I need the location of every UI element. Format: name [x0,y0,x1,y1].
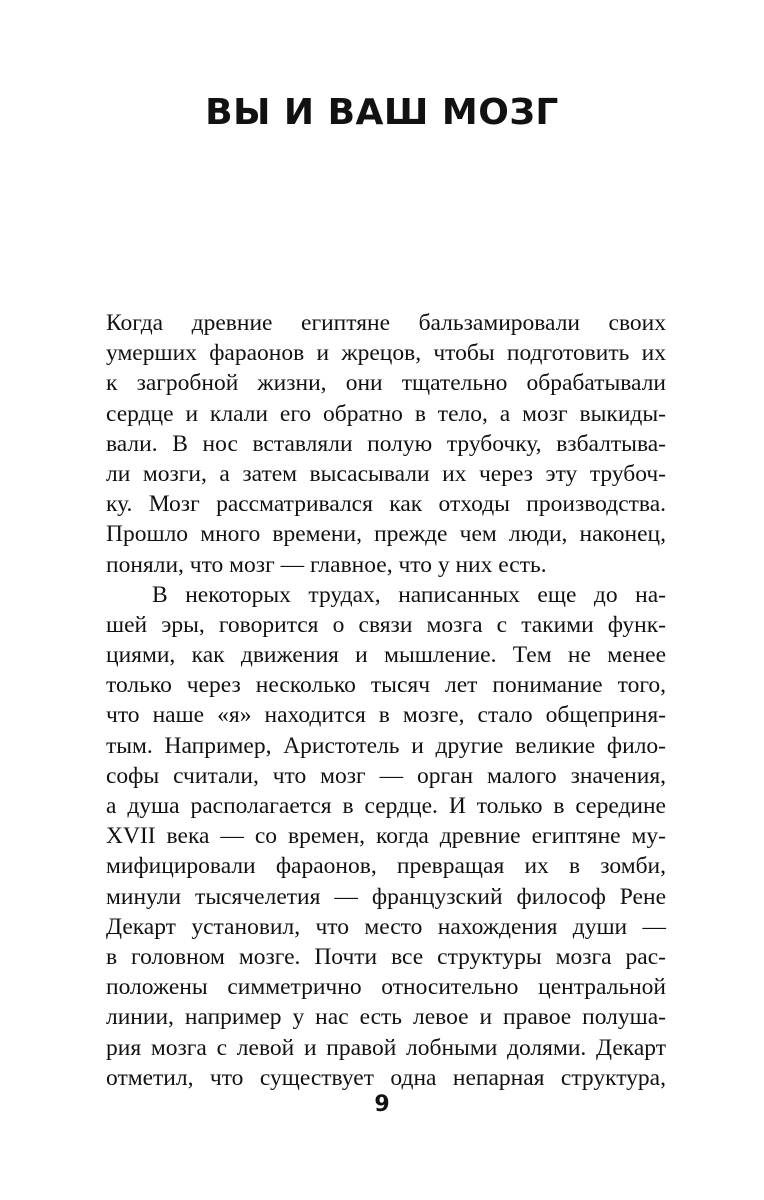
text-line: вали. В нос вставляли полую трубочку, взбалтыва- [106,430,666,457]
text-line: шей эры, говорится о связи мозга с такими функ- [106,611,666,638]
text-line: циями, как движения и мышление. Тем не менее [106,642,666,669]
body-text [106,308,666,1093]
chapter-title: ВЫ И ВАШ МОЗГ [205,92,559,133]
text-line: В некоторых трудах, написанных еще до на- [152,581,666,608]
text-line: к загробной жизни, они тщательно обрабатывали [106,370,666,397]
text-line: Когда древние египтяне бальзамировали своих [106,310,666,336]
text-line: что наше «я» находится в мозге, стало общеприня- [106,702,666,729]
text-line: Декарт установил, что место нахождения души — [106,913,666,940]
text-line: поняли, что мозг — главное, что у них есть. [106,551,547,578]
text-line: мифицировали фараонов, превращая их в зомби, [106,853,666,880]
text-line: отметил, что существует одна непарная структура, [106,1064,666,1091]
text-line: тым. Например, Аристотель и другие великие фило- [106,732,666,759]
text-line: ли мозги, а затем высасывали их через эту трубоч- [106,460,666,487]
text-line: ку. Мозг рассматривался как отходы производства. [106,491,666,518]
text-line: рия мозга с левой и правой лобными долями. Декарт [106,1034,666,1061]
text-line: линии, например у нас есть левое и правое полуша- [106,1004,666,1031]
text-line: умерших фараонов и жрецов, чтобы подготовить их [106,340,666,367]
text-line: сердце и клали его обратно в тело, а мозг выкиды- [106,400,666,427]
text-line: положены симметрично относительно центральной [106,974,666,1001]
text-line: минули тысячелетия — французский философ Рене [106,883,666,910]
text-line: а душа располагается в сердце. И только в середине [106,793,666,819]
text-line: только через несколько тысяч лет понимание того, [106,672,666,699]
page-number: 9 [374,1092,390,1117]
text-line: Прошло много времени, прежде чем люди, наконец, [106,521,666,548]
text-line: XVII века — со времен, когда древние египтяне му- [106,823,666,850]
text-line: в головном мозге. Почти все структуры мозга рас- [106,943,666,970]
text-line: софы считали, что мозг — орган малого значения, [106,762,666,789]
